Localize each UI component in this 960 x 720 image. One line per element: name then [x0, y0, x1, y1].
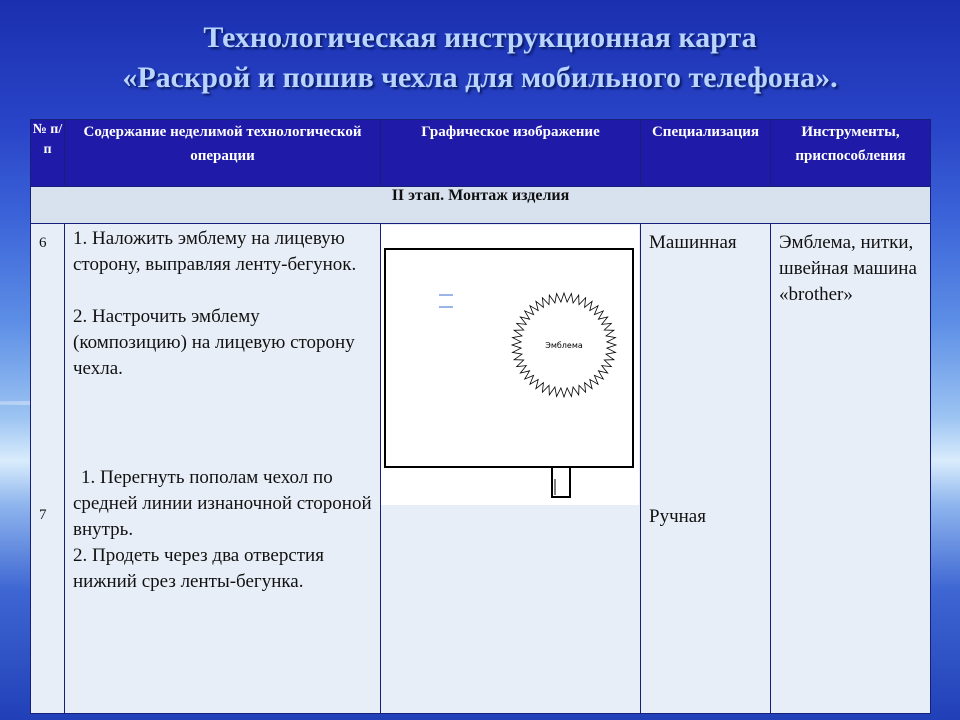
table-header-row [31, 120, 931, 187]
stage-label: II этап. Монтаж изделия [31, 187, 931, 224]
title-line-2: «Раскрой и пошив чехла для мобильного телефона». [122, 61, 838, 94]
emblem-label: Эмблема [545, 341, 583, 350]
header-number: № п/п [31, 120, 65, 187]
header-specialization: Специализация [641, 120, 771, 187]
operation-content [65, 224, 381, 714]
case-drawing [381, 225, 639, 505]
title-line-1: Технологическая инструкционная карта [203, 21, 757, 54]
operation-numbers [31, 224, 65, 714]
tools-cell: Эмблема, нитки, швейная машина «brother» [771, 224, 931, 714]
specialization-machine: Машинная [649, 232, 737, 253]
specialization-manual: Ручная [649, 506, 706, 527]
stage-row [31, 187, 931, 224]
instruction-table [30, 119, 931, 714]
header-drawing: Графическое изображение [381, 120, 641, 187]
operation-number-6: 6 [39, 235, 47, 251]
op7-step2: 2. Продеть через два отверстия нижний срез ленты-бегунка. [73, 545, 324, 592]
page-title [0, 18, 960, 98]
header-tools: Инструменты, приспособления [771, 120, 931, 187]
table-row [31, 224, 931, 714]
operation-number-7: 7 [39, 507, 47, 523]
graphic-cell [381, 224, 641, 714]
specialization-cell [641, 224, 771, 714]
header-operation: Содержание неделимой технологической операции [65, 120, 381, 187]
op6-step2: 2. Настрочить эмблему (композицию) на лицевую сторону чехла. [73, 306, 355, 379]
op6-step1: 1. Наложить эмблему на лицевую сторону, выправляя ленту-бегунок. [73, 228, 357, 275]
op7-step1: 1. Перегнуть пополам чехол по средней линии изнаночной стороной внутрь. [73, 467, 372, 540]
